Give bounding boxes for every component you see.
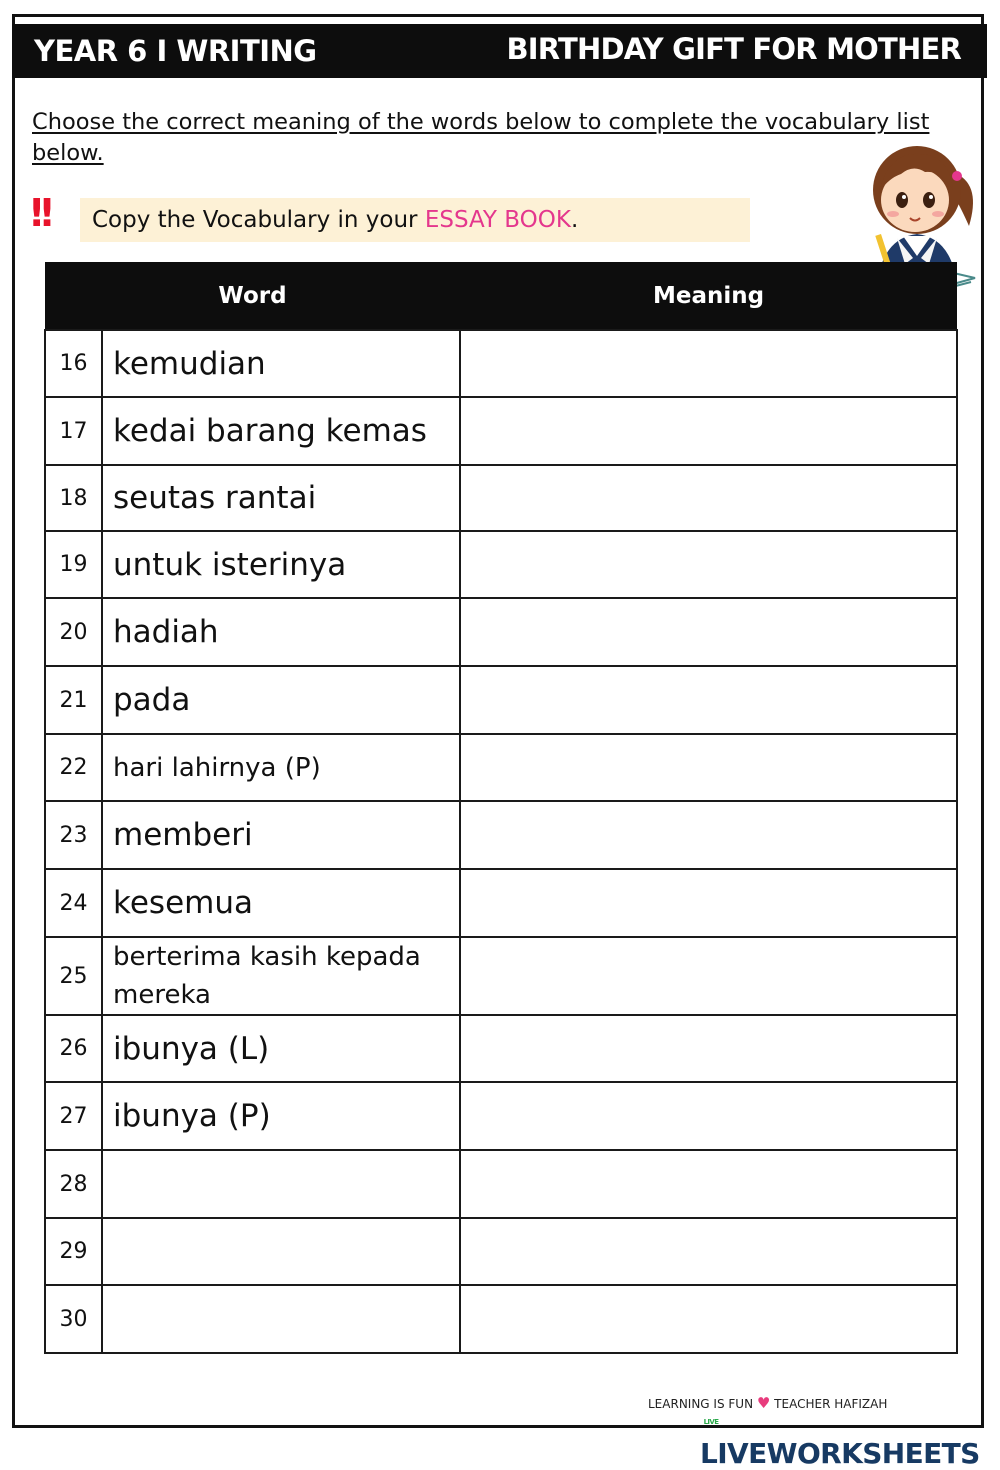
row-number: 20 [45, 598, 102, 666]
brand-name: LIVEWORKSHEETS [700, 1437, 980, 1470]
copy-note [80, 198, 750, 242]
table-header-row [45, 262, 957, 330]
meaning-cell[interactable] [460, 330, 957, 397]
header-left-title: YEAR 6 I WRITING [34, 34, 317, 68]
header-right-title: BIRTHDAY GIFT FOR MOTHER [506, 32, 961, 66]
alert-icon: !! [28, 191, 49, 235]
note-suffix: . [570, 207, 579, 233]
column-header-meaning: Meaning [460, 262, 957, 330]
word-cell: hadiah [102, 598, 460, 666]
meaning-cell[interactable] [460, 1285, 957, 1353]
row-number: 18 [45, 465, 102, 531]
table-row [45, 531, 957, 598]
word-cell: pada [102, 666, 460, 734]
table-row [45, 1015, 957, 1082]
meaning-cell[interactable] [460, 734, 957, 801]
footer-tagline: LEARNING IS FUN [648, 1397, 754, 1411]
row-number: 28 [45, 1150, 102, 1218]
vocabulary-table [44, 262, 958, 1354]
row-number: 16 [45, 330, 102, 397]
table-row [45, 734, 957, 801]
table-row [45, 1150, 957, 1218]
word-cell: berterima kasih kepada mereka [102, 937, 460, 1015]
meaning-cell[interactable] [460, 1218, 957, 1285]
meaning-cell[interactable] [460, 598, 957, 666]
row-number: 23 [45, 801, 102, 869]
meaning-cell[interactable] [460, 937, 957, 1015]
word-cell: hari lahirnya (P) [102, 734, 460, 801]
table-row [45, 801, 957, 869]
meaning-cell[interactable] [460, 1082, 957, 1150]
table-row [45, 330, 957, 397]
word-cell[interactable] [102, 1285, 460, 1353]
word-cell: kemudian [102, 330, 460, 397]
heart-icon: ♥ [756, 1394, 771, 1412]
column-header-word: Word [45, 262, 460, 330]
word-cell: seutas rantai [102, 465, 460, 531]
meaning-cell[interactable] [460, 397, 957, 465]
liveworksheets-logo[interactable] [700, 1404, 1000, 1470]
meaning-cell[interactable] [460, 801, 957, 869]
word-cell: ibunya (P) [102, 1082, 460, 1150]
footer-author: TEACHER HAFIZAH [774, 1397, 888, 1411]
table-row [45, 1082, 957, 1150]
table-row [45, 869, 957, 937]
row-number: 25 [45, 937, 102, 1015]
row-number: 26 [45, 1015, 102, 1082]
word-cell: memberi [102, 801, 460, 869]
table-row [45, 1285, 957, 1353]
table-row [45, 397, 957, 465]
meaning-cell[interactable] [460, 465, 957, 531]
table-row [45, 1218, 957, 1285]
word-cell: untuk isterinya [102, 531, 460, 598]
page-header [12, 24, 987, 78]
table-row [45, 598, 957, 666]
word-cell[interactable] [102, 1218, 460, 1285]
word-cell: kesemua [102, 869, 460, 937]
word-cell[interactable] [102, 1150, 460, 1218]
table-row [45, 937, 957, 1015]
table-row [45, 465, 957, 531]
row-number: 24 [45, 869, 102, 937]
row-number: 22 [45, 734, 102, 801]
meaning-cell[interactable] [460, 1150, 957, 1218]
row-number: 21 [45, 666, 102, 734]
meaning-cell[interactable] [460, 869, 957, 937]
word-cell: ibunya (L) [102, 1015, 460, 1082]
table-row [45, 666, 957, 734]
word-cell: kedai barang kemas [102, 397, 460, 465]
meaning-cell[interactable] [460, 531, 957, 598]
meaning-cell[interactable] [460, 1015, 957, 1082]
row-number: 19 [45, 531, 102, 598]
note-highlight: ESSAY BOOK [424, 207, 571, 233]
row-number: 17 [45, 397, 102, 465]
row-number: 27 [45, 1082, 102, 1150]
live-badge: LIVE [703, 1417, 719, 1426]
instruction-text: Choose the correct meaning of the words below to complete the vocabulary list below. [32, 109, 930, 166]
note-prefix: Copy the Vocabulary in your [92, 207, 425, 233]
row-number: 29 [45, 1218, 102, 1285]
meaning-cell[interactable] [460, 666, 957, 734]
row-number: 30 [45, 1285, 102, 1353]
